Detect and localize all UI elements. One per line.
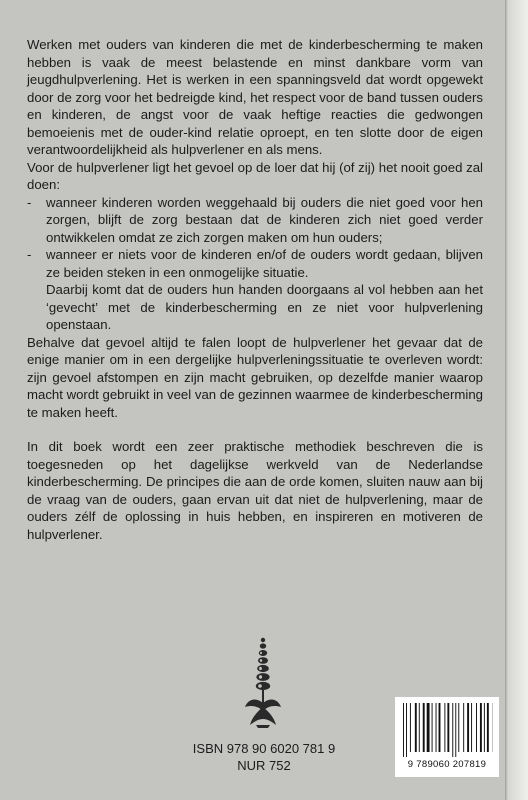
barcode-bar: [458, 703, 459, 752]
isbn-number: ISBN 978 90 6020 781 9: [192, 741, 336, 756]
blurb-indented-paragraph: Daarbij komt dat de ouders hun handen doorgaans al vol hebben aan het ‘gevecht’ met de kinderbescherming en ze niet voor hulpverlening openstaan.: [46, 282, 483, 332]
nur-code: NUR 752: [237, 758, 291, 773]
barcode-bar: [463, 703, 464, 752]
barcode-bar: [427, 703, 430, 752]
bullet-text: wanneer kinderen worden weggehaald bij ouders die niet goed voor hen zorgen, blijft de zorg bestaan dat de kinderen zich niet goed verder ontwikkelen omdat ze zich zorgen maken om hun ouders;: [46, 194, 483, 245]
barcode-bar: [455, 703, 456, 757]
blurb-bullet-1: [27, 194, 483, 247]
barcode-bar: [471, 703, 472, 752]
barcode-bar: [484, 703, 485, 752]
barcode-icon: [401, 703, 493, 759]
blurb-paragraph-3: Behalve dat gevoel altijd te falen loopt de hulpverlener het gevaar dat de enige manier om in een dergelijke hulpverleningssituatie te overleven wordt: zijn gevoel afstompen en zijn macht gebruiken, op dezelfde manier waarop macht wordt gebruikt in veel van de gezinnen waarmee de kinderbescherming te maken heeft.: [27, 334, 483, 420]
blurb-paragraph-2: Voor de hulpverlener ligt het gevoel op de loer dat hij (of zij) het nooit goed zal doen:: [27, 159, 483, 192]
barcode-digits: 9 789060 207819: [407, 759, 487, 770]
barcode-bar: [447, 703, 449, 752]
page-edge: [505, 0, 528, 800]
bullet-dash: -: [27, 247, 32, 262]
isbn-block: [184, 740, 344, 774]
barcode: [395, 697, 499, 777]
barcode-bar: [487, 703, 489, 752]
blurb-paragraph-4: In dit boek wordt een zeer praktische methodiek beschreven die is toegesneden op het dagelijkse werkveld van de Nederlandse kinderbescherming. De principes die aan de orde komen, sluiten nauw aan bij de vraag van de ouders, gaan ervan uit dat niet de hulpverlening, maar de ouders zélf de oplossing in huis hebben, en inspireren en motiveren de hulpverlener.: [27, 439, 483, 542]
barcode-bar: [406, 703, 407, 757]
barcode-bar: [432, 703, 433, 752]
barcode-bar: [467, 703, 469, 752]
barcode-bar: [415, 703, 417, 752]
barcode-bar: [476, 703, 477, 752]
blurb-paragraph-1: Werken met ouders van kinderen die met de kinderbescherming te maken hebben is vaak de meest belastende en minst dankbare vorm van jeugdhulpverlening. Het is werken in een spanningsveld dat wordt opgewekt door de zorg voor het bedreigde kind, het respect voor de band tussen ouders en kinderen, de angst voor de vaak heftige reacties die gedwongen bemoeienis met de ouder-kind relatie oproept, en ten slotte door de eigen verantwoordelijkheid als hulpverlener en als mens.: [27, 37, 483, 157]
barcode-bar: [439, 703, 441, 752]
barcode-bar: [403, 703, 404, 757]
barcode-bar: [452, 703, 453, 757]
barcode-bar: [423, 703, 425, 752]
barcode-bar: [444, 703, 445, 752]
publisher-logo-icon: [244, 637, 282, 729]
bullet-dash: -: [27, 194, 32, 210]
barcode-bar: [436, 703, 437, 752]
blurb-text: [27, 36, 483, 543]
blurb-bullet-2: [27, 246, 483, 281]
bullet-text: wanneer er niets voor de kinderen en/of de ouders wordt gedaan, blijven ze beiden steken in een onmogelijke situatie.: [46, 247, 483, 280]
barcode-bar: [419, 703, 420, 752]
barcode-bar: [410, 703, 411, 752]
barcode-bar: [480, 703, 482, 752]
